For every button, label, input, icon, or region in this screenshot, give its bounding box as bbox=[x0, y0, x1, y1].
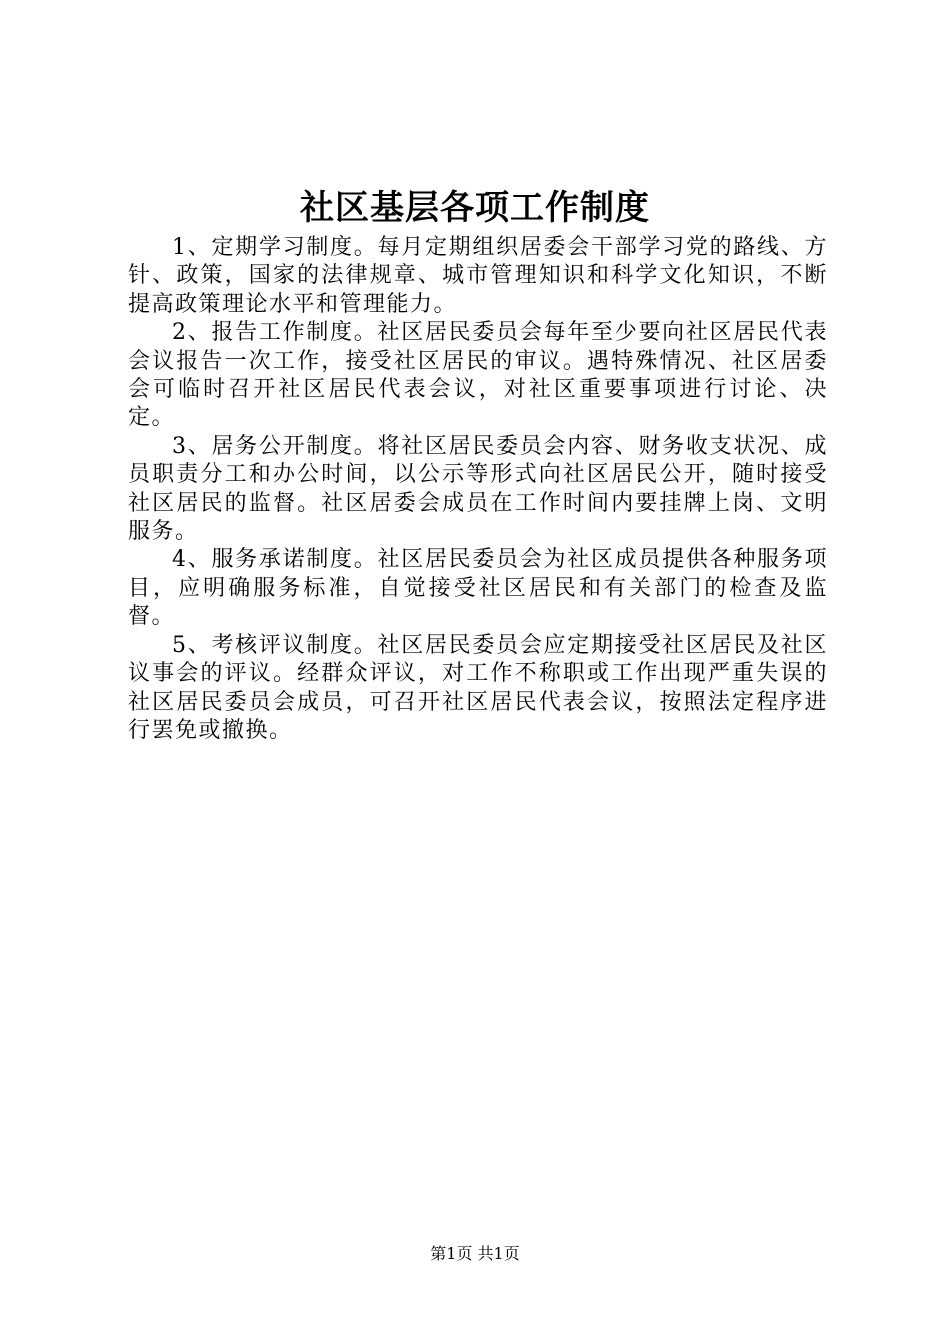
paragraph-study-system: 1、定期学习制度。每月定期组织居委会干部学习党的路线、方针、政策，国家的法律规章、城市管理知识和科学文化知识，不断提高政策理论水平和管理能力。 bbox=[128, 235, 828, 317]
paragraph-report-system: 2、报告工作制度。社区居民委员会每年至少要向社区居民代表会议报告一次工作，接受社区居民的审议。遇特殊情况、社区居委会可临时召开社区居民代表会议，对社区重要事项进行讨论、决定。 bbox=[128, 320, 828, 431]
document-title: 社区基层各项工作制度 bbox=[300, 188, 650, 228]
page-number-footer: 第1页 共1页 bbox=[430, 1244, 520, 1263]
paragraph-disclosure-system: 3、居务公开制度。将社区居民委员会内容、财务收支状况、成员职责分工和办公时间，以公示等形式向社区居民公开，随时接受社区居民的监督。社区居委会成员在工作时间内要挂牌上岗、文明服务。 bbox=[128, 433, 828, 545]
paragraph-service-commitment-system: 4、服务承诺制度。社区居民委员会为社区成员提供各种服务项目，应明确服务标准，自觉接受社区居民和有关部门的检查及监督。 bbox=[128, 547, 828, 630]
document-body bbox=[128, 234, 828, 745]
paragraph-evaluation-system: 5、考核评议制度。社区居民委员会应定期接受社区居民及社区议事会的评议。经群众评议，对工作不称职或工作出现严重失误的社区居民委员会成员，可召开社区居民代表会议，按照法定程序进行罢免或撤换。 bbox=[128, 632, 828, 743]
